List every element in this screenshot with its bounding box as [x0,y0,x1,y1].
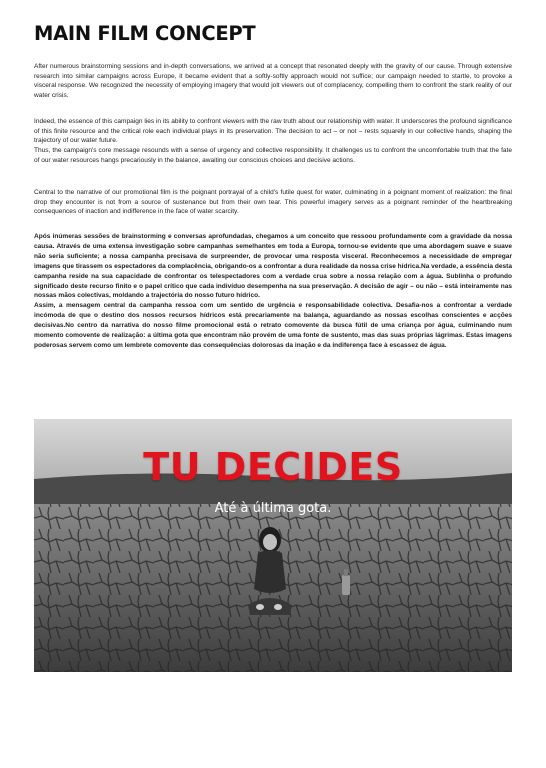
portuguese-paragraph-2: Assim, a mensagem central da campanha ressoa com um sentido de urgência e responsabilidade colectiva. Desafia-nos a confrontar a verdade incómoda de que o destino dos nossos recursos hídricos está precariamente na balança, aguardando as nossas escolhas conscientes e acções decisivas.No centro da narrativa do nosso filme promocional está o retrato comovente da busca fútil de uma criança por água, culminando num momento comovente de realização: a última gota que encontram não provém de uma fonte de sustento, mas das suas próprias lágrimas. Estas imagens poderosas servem como um lembrete comovente das consequências dolorosas da inação e da indiferença face à escassez de água. [34,302,512,349]
poster-tagline: Até à última gota. [214,501,332,516]
campaign-poster-image [34,419,512,672]
english-paragraph-3: Thus, the campaign's core message resounds with a sense of urgency and collective responsibility. It challenges us to confront the uncomfortable truth that the fate of our water resources hangs precariously in the balance, awaiting our conscious choices and decisive actions. [34,147,512,164]
english-paragraph-2: Indeed, the essence of this campaign lies in its ability to confront viewers with the raw truth about our relationship with water. It underscores the profound significance of this finite resource and the critical role each individual plays in its preservation. The decision to act – or not – rests squarely in our collective hands, shaping the trajectory of our water future. [34,118,512,145]
portuguese-text [34,232,512,351]
english-paragraph-4: Central to the narrative of our promotional film is the poignant portrayal of a child's futile quest for water, culminating in a poignant moment of realization: the final drop they encounter is not from a source of sustenance but from their own tear. This powerful imagery serves as a poignant reminder of the heartbreaking consequences of inaction and indifference in the face of water scarcity. [34,189,512,216]
page-title: MAIN FILM CONCEPT [34,22,256,45]
portuguese-paragraph-1: Após inúmeras sessões de brainstorming e conversas aprofundadas, chegamos a um conceito que ressoou profundamente com a gravidade da nossa causa. Através de uma extensa investigação sobre campanhas semelhantes em toda a Europa, tornou-se evidente que uma abordagem suave e suave não seria suficiente; a nossa campanha precisava de surpreender, de provocar uma resposta visceral. Reconhecemos a necessidade de empregar imagens que tirassem os espectadores da complacência, obrigando-os a confrontar a dura realidade da nossa crise hídrica.Na verdade, a essência desta campanha reside na sua capacidade de confrontar os telespectadores com a verdade crua sobre a nossa relação com a água. Sublinha o profundo significado deste recurso finito e o papel crítico que cada indivíduo desempenha na sua preservação. A decisão de agir – ou não – está inteiramente nas nossas mãos colectivas, moldando a trajectória do nosso futuro hídrico. [34,233,512,300]
english-paragraph-1: After numerous brainstorming sessions and in-depth conversations, we arrived at a concept that resonated deeply with the gravity of our cause. Through extensive research into similar campaigns across Europe, it became evident that a softly-softly approach would not suffice; our campaign needed to startle, to provoke a visceral response. We recognized the necessity of employing imagery that would jolt viewers out of complacency, compelling them to confront the stark reality of our water crisis. [34,63,512,99]
poster-headline: TU DECIDES [143,445,403,489]
